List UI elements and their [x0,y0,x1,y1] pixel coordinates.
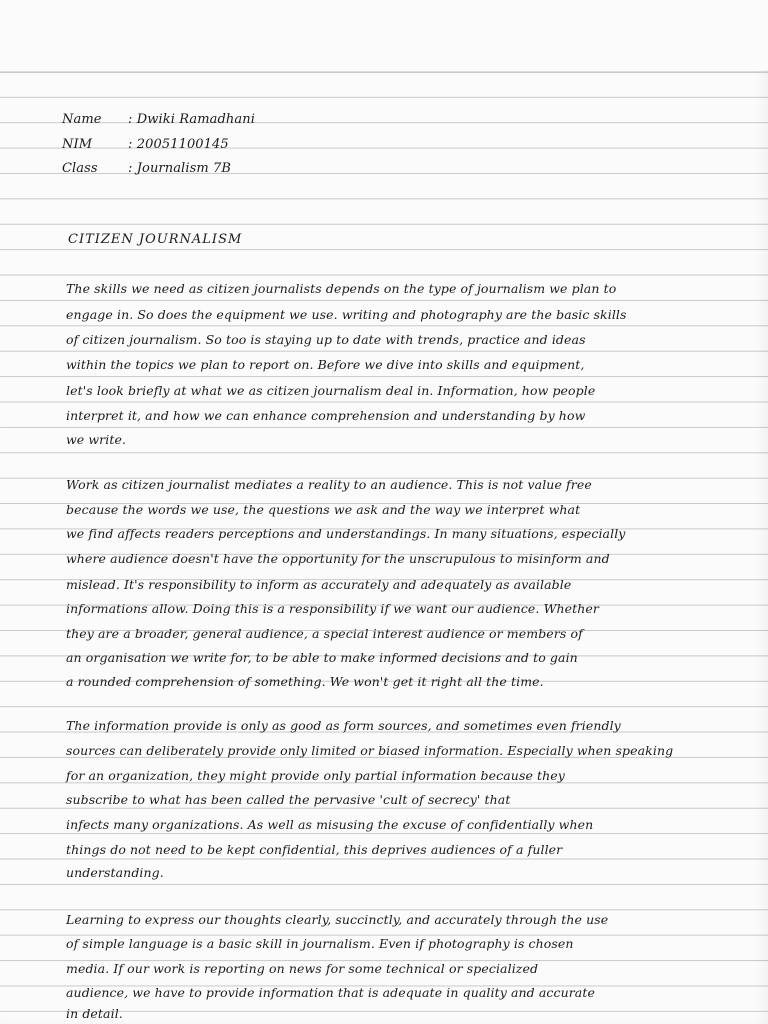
paragraph-3-line: for an organization, they might provide only partial information because they [66,768,565,783]
class-label: Class [62,161,98,176]
paragraph-1-line: of citizen journalism. So too is staying up to date with trends, practice and ideas [66,332,586,347]
paragraph-1-line: we write. [66,432,127,447]
paragraph-3-line: The information provide is only as good as form sources, and sometimes even friendly [66,718,621,733]
paragraph-4-line: Learning to express our thoughts clearly, succinctly, and accurately through the use [66,912,609,927]
paragraph-3-line: understanding. [66,865,164,880]
paragraph-3-line: things do not need to be kept confidential, this deprives audiences of a fuller [66,842,563,857]
paragraph-3-line: subscribe to what has been called the pervasive 'cult of secrecy' that [66,792,511,807]
paragraph-1-line: within the topics we plan to report on. Before we dive into skills and equipment, [66,357,585,372]
paragraph-4-line: media. If our work is reporting on news for some technical or specialized [66,961,539,976]
nim-label: NIM [62,137,93,152]
paragraph-2-line: an organisation we write for, to be able to make informed decisions and to gain [66,650,578,665]
paragraph-2-line: because the words we use, the questions we ask and the way we interpret what [66,502,581,517]
name-value: : Dwiki Ramadhani [128,112,255,127]
class-value: : Journalism 7B [128,161,232,176]
nim-value: : 20051100145 [128,137,229,152]
paragraph-2-line: Work as citizen journalist mediates a reality to an audience. This is not value free [66,477,592,492]
paragraph-2-line: informations allow. Doing this is a responsibility if we want our audience. Whether [66,601,600,616]
paragraph-2-line: mislead. It's responsibility to inform as accurately and adequately as available [66,577,572,592]
paragraph-2-line: a rounded comprehension of something. We won't get it right all the time. [66,674,544,689]
paragraph-3-line: sources can deliberately provide only limited or biased information. Especially when speaking [66,743,674,758]
paragraph-4-line: in detail. [66,1006,123,1021]
paragraph-1-line: engage in. So does the equipment we use. writing and photography are the basic skills [66,307,627,322]
paragraph-1-line: interpret it, and how we can enhance comprehension and understanding by how [66,408,586,423]
document-title: CITIZEN JOURNALISM [68,232,243,247]
paper-top-margin [0,0,768,70]
paragraph-3-line: infects many organizations. As well as misusing the excuse of confidentially when [66,817,594,832]
paragraph-4-line: audience, we have to provide information that is adequate in quality and accurate [66,985,595,1000]
name-label: Name [62,112,102,127]
paper-first-rule [0,72,768,73]
paragraph-1-line: The skills we need as citizen journalists depends on the type of journalism we plan to [66,281,617,296]
paragraph-2-line: they are a broader, general audience, a special interest audience or members of [66,626,583,641]
paragraph-2-line: we find affects readers perceptions and understandings. In many situations, especially [66,526,626,541]
paragraph-1-line: let's look briefly at what we as citizen journalism deal in. Information, how people [66,383,596,398]
paragraph-4-line: of simple language is a basic skill in journalism. Even if photography is chosen [66,936,574,951]
paragraph-2-line: where audience doesn't have the opportunity for the unscrupulous to misinform and [66,551,610,566]
